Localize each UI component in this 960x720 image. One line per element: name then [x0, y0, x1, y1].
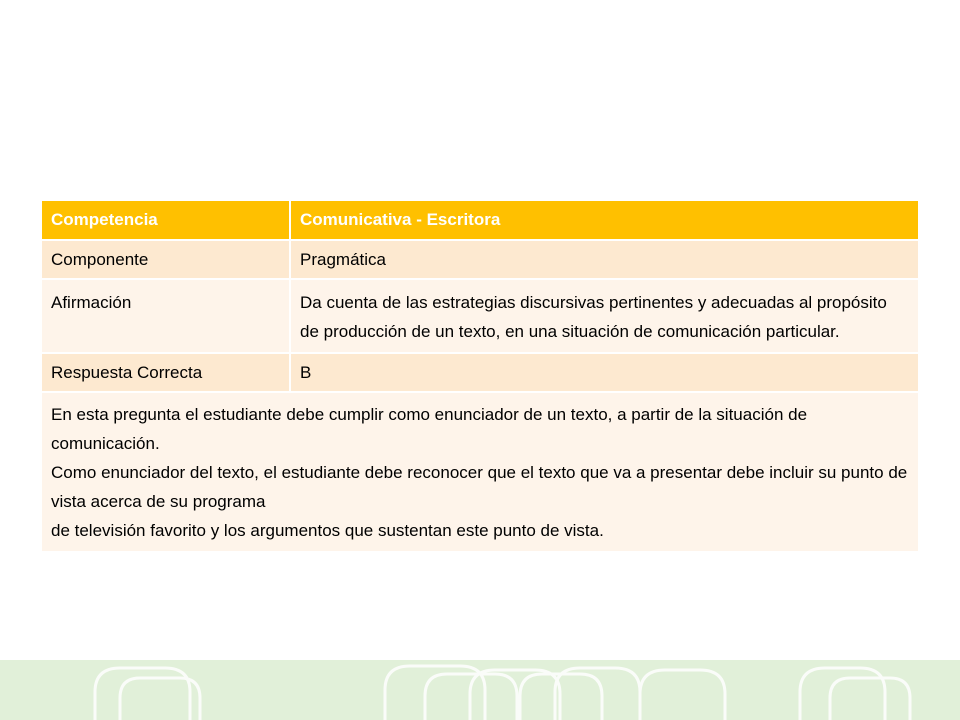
row-label: Componente	[42, 240, 290, 279]
decorative-footer-band	[0, 660, 960, 720]
footer-arches-decoration	[0, 660, 960, 720]
row-value: Da cuenta de las estrategias discursivas pertinentes y adecuadas al propósito de producción de un texto, en una situación de comunicación particular.	[290, 279, 918, 353]
row-value: B	[290, 353, 918, 392]
row-value: Pragmática	[290, 240, 918, 279]
table-row-explicacion	[42, 392, 918, 552]
explanation-line: de televisión favorito y los argumentos que sustentan este punto de vista.	[51, 521, 604, 540]
table-row-respuesta	[42, 353, 918, 392]
table-row-afirmacion	[42, 279, 918, 353]
info-table	[42, 201, 918, 553]
header-label: Competencia	[42, 201, 290, 240]
row-label: Respuesta Correcta	[42, 353, 290, 392]
explanation-line: En esta pregunta el estudiante debe cumplir como enunciador de un texto, a partir de la situación de comunicación.	[51, 405, 808, 453]
table-row-componente	[42, 240, 918, 279]
explanation-cell	[42, 392, 918, 552]
table-header-row	[42, 201, 918, 240]
explanation-line: Como enunciador del texto, el estudiante debe reconocer que el texto que va a presentar debe incluir su punto de vista acerca de su programa	[51, 463, 908, 511]
header-value: Comunicativa - Escritora	[290, 201, 918, 240]
row-label: Afirmación	[42, 279, 290, 353]
